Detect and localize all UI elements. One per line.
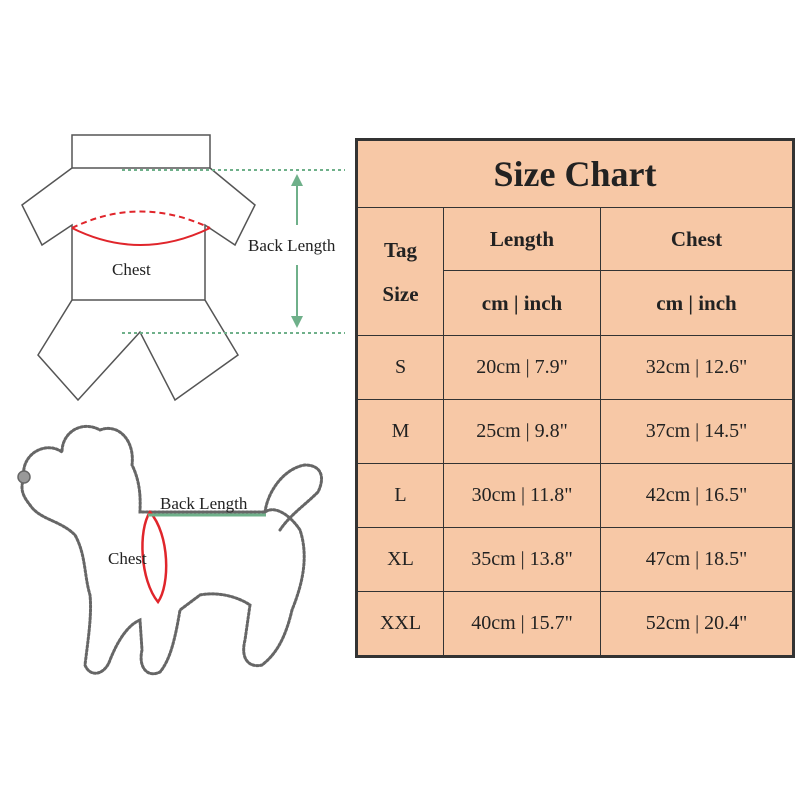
garment-chest-label: Chest — [112, 260, 151, 279]
dog-back-length-label: Back Length — [160, 494, 248, 513]
chest-units-header: cm | inch — [601, 271, 793, 336]
row-chest: 47cm | 18.5" — [601, 528, 793, 592]
row-length: 35cm | 13.8" — [444, 528, 601, 592]
tag-size-header — [358, 208, 444, 336]
table-row — [358, 336, 793, 400]
table-row — [358, 528, 793, 592]
table-row — [358, 592, 793, 656]
size-chart-title: Size Chart — [358, 141, 793, 208]
row-chest: 32cm | 12.6" — [601, 336, 793, 400]
measurement-diagrams — [0, 0, 360, 800]
row-chest: 42cm | 16.5" — [601, 464, 793, 528]
row-length: 20cm | 7.9" — [444, 336, 601, 400]
tag-header-line1: Tag — [383, 237, 418, 262]
row-length: 40cm | 15.7" — [444, 592, 601, 656]
size-chart-table — [357, 140, 793, 656]
garment-back-length-label: Back Length — [248, 236, 336, 255]
row-length: 25cm | 9.8" — [444, 400, 601, 464]
row-size: L — [358, 464, 444, 528]
size-chart — [355, 138, 795, 658]
length-header: Length — [444, 208, 601, 271]
dog-chest-label: Chest — [108, 549, 147, 568]
dog-nose — [18, 471, 30, 483]
row-length: 30cm | 11.8" — [444, 464, 601, 528]
row-size: M — [358, 400, 444, 464]
dog-outline — [22, 426, 322, 673]
table-row — [358, 400, 793, 464]
chest-header: Chest — [601, 208, 793, 271]
row-chest: 37cm | 14.5" — [601, 400, 793, 464]
row-size: XXL — [358, 592, 444, 656]
tag-header-line2: Size — [382, 281, 419, 306]
row-size: XL — [358, 528, 444, 592]
length-units-header: cm | inch — [444, 271, 601, 336]
row-chest: 52cm | 20.4" — [601, 592, 793, 656]
diagram-drawing — [0, 0, 360, 800]
row-size: S — [358, 336, 444, 400]
table-row — [358, 464, 793, 528]
